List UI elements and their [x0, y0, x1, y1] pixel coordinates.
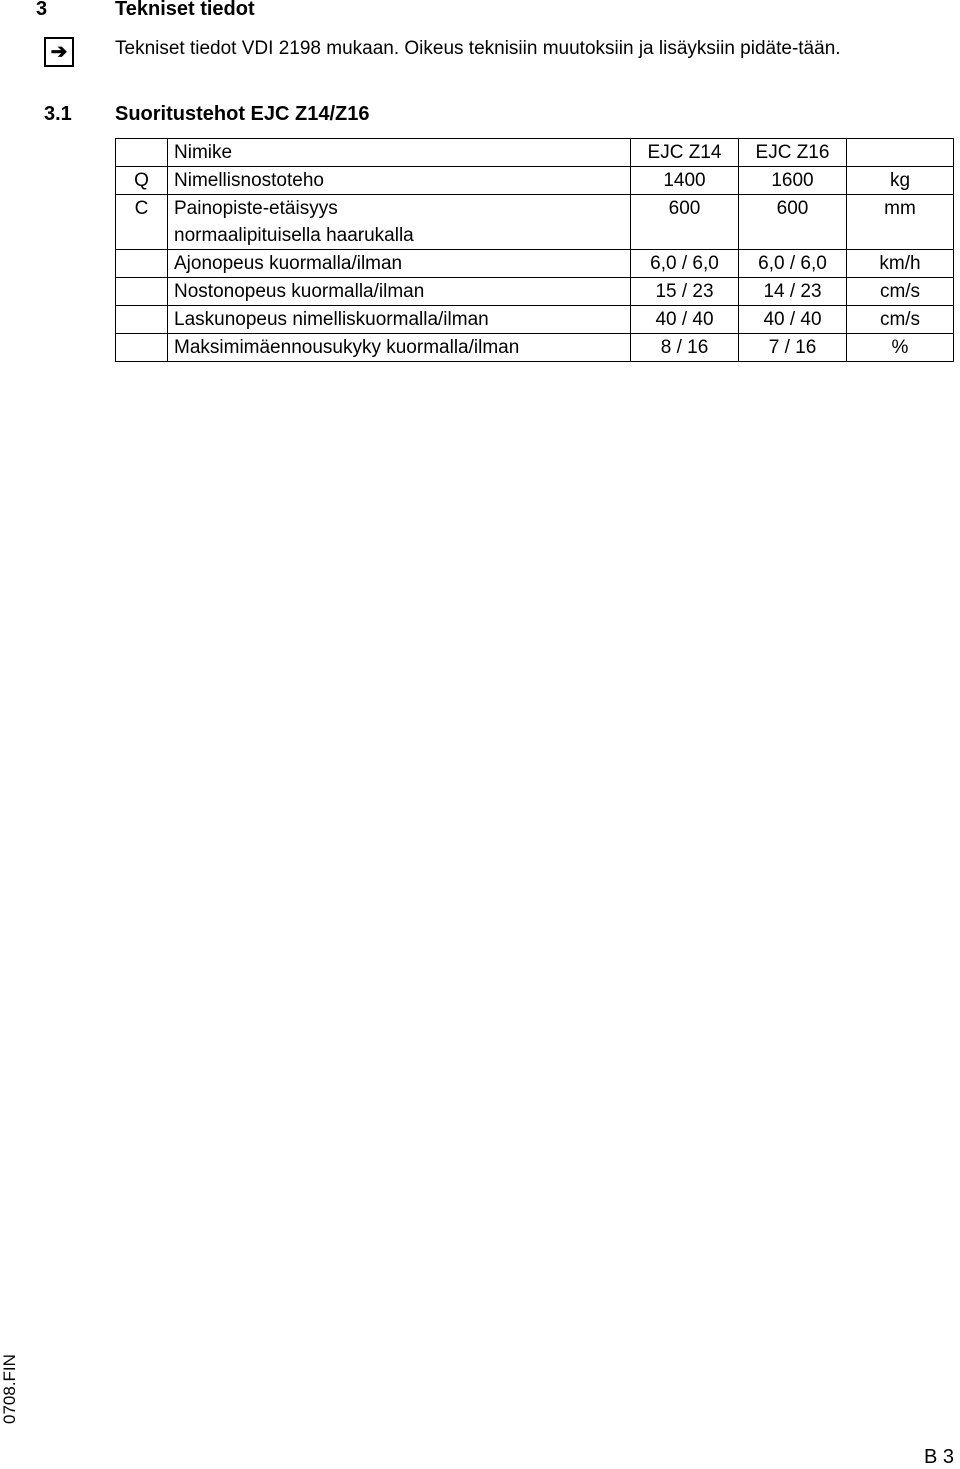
header-unit — [847, 139, 954, 167]
section-number: 3 — [36, 0, 48, 20]
table-header-row — [116, 139, 954, 167]
header-col2: EJC Z16 — [739, 139, 847, 167]
row-name: Nimellisnostoteho — [168, 167, 631, 195]
row-col1: 600 — [631, 195, 739, 250]
row-unit: kg — [847, 167, 954, 195]
row-col1: 8 / 16 — [631, 334, 739, 362]
row-name-line1: Painopiste-etäisyys — [174, 198, 338, 219]
row-symbol — [116, 278, 168, 306]
row-unit: km/h — [847, 250, 954, 278]
row-col2: 6,0 / 6,0 — [739, 250, 847, 278]
row-col2: 600 — [739, 195, 847, 250]
subsection-title: Suoritustehot EJC Z14/Z16 — [115, 103, 370, 125]
page-number: B 3 — [923, 1446, 954, 1468]
row-symbol — [116, 306, 168, 334]
specs-table — [115, 138, 954, 362]
header-col1: EJC Z14 — [631, 139, 739, 167]
row-name: Laskunopeus nimelliskuormalla/ilman — [168, 306, 631, 334]
row-col2: 1600 — [739, 167, 847, 195]
row-name — [168, 195, 631, 250]
row-col1: 6,0 / 6,0 — [631, 250, 739, 278]
section-title: Tekniset tiedot — [115, 0, 255, 20]
note-text: Tekniset tiedot VDI 2198 mukaan. Oikeus teknisiin muutoksiin ja lisäyksiin pidäte-tään. — [115, 38, 841, 59]
row-unit: mm — [847, 195, 954, 250]
row-name: Nostonopeus kuormalla/ilman — [168, 278, 631, 306]
row-col2: 14 / 23 — [739, 278, 847, 306]
table-row — [116, 195, 954, 250]
document-code: 0708.FIN — [0, 1354, 19, 1424]
row-col1: 40 / 40 — [631, 306, 739, 334]
row-unit: cm/s — [847, 278, 954, 306]
row-symbol — [116, 334, 168, 362]
header-symbol — [116, 139, 168, 167]
row-symbol: C — [116, 195, 168, 250]
row-name: Maksimimäennousukyky kuormalla/ilman — [168, 334, 631, 362]
table-row — [116, 250, 954, 278]
section-heading — [36, 0, 255, 21]
row-col2: 7 / 16 — [739, 334, 847, 362]
row-unit: cm/s — [847, 306, 954, 334]
row-symbol: Q — [116, 167, 168, 195]
row-name-line2: normaalipituisella haarukalla — [174, 225, 414, 246]
row-name: Ajonopeus kuormalla/ilman — [168, 250, 631, 278]
table-row — [116, 167, 954, 195]
table-row — [116, 334, 954, 362]
subsection-heading — [44, 103, 370, 126]
header-name: Nimike — [168, 139, 631, 167]
arrow-right-icon: ➔ — [44, 37, 74, 67]
row-col1: 15 / 23 — [631, 278, 739, 306]
row-col2: 40 / 40 — [739, 306, 847, 334]
row-col1: 1400 — [631, 167, 739, 195]
row-symbol — [116, 250, 168, 278]
table-row — [116, 278, 954, 306]
row-unit: % — [847, 334, 954, 362]
table-row — [116, 306, 954, 334]
subsection-number: 3.1 — [44, 103, 72, 125]
